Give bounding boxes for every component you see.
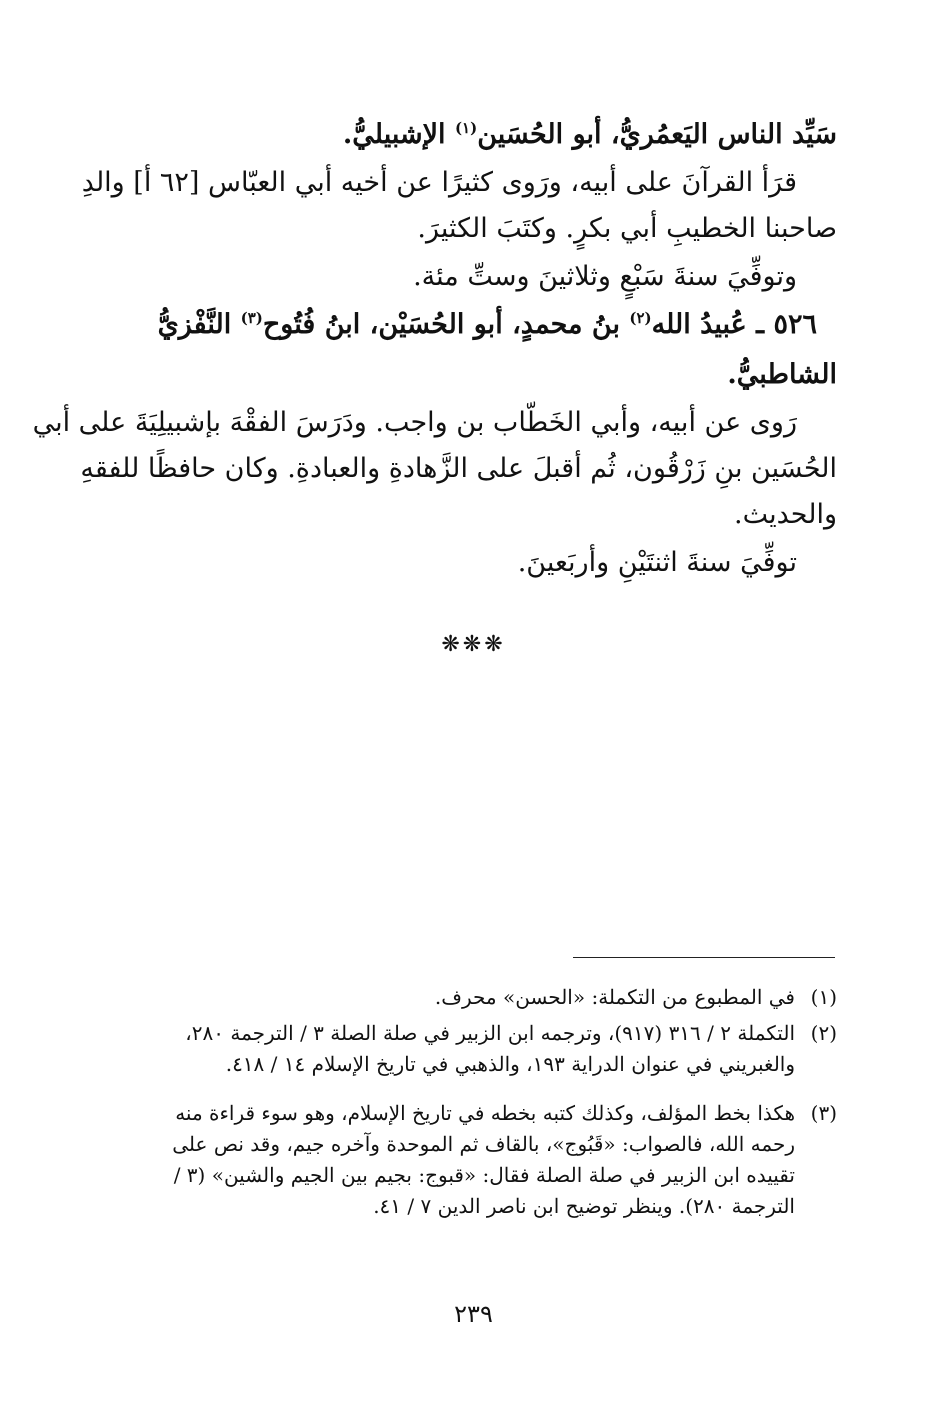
footnote-3-line-1: هكذا بخط المؤلف، وكذلك كتبه بخطه في تاريخ الإسلام، وهو سوء قراءة منه [175, 1101, 795, 1125]
footnote-ref-2: (٢) [629, 309, 652, 327]
entry2-text-line2: الحُسَين بنِ زَرْقُون، ثُم أقبلَ على الزَّهادةِ والعبادةِ. وكان حافظًا للفقهِ [80, 453, 837, 484]
footnote-divider [573, 957, 835, 958]
footnote-2-line-2: والغبريني في عنوان الدراية ١٩٣، والذهبي في تاريخ الإسلام ١٤ / ٤١٨. [225, 1052, 795, 1076]
entry1-text-line3: وتوفِّيَ سنةَ سَبْعٍ وثلاثينَ وستِّ مئة. [413, 261, 797, 292]
footnote-3-number: (٣) [810, 1101, 837, 1125]
footnote-ref-3: (٣) [240, 309, 263, 327]
entry2-name-rest: بنُ محمدٍ، أبو الحُسَيْن، ابنُ فُتُوح [262, 309, 630, 340]
footnote-3 [100, 1098, 837, 1222]
footnote-ref-1: (١) [454, 119, 478, 137]
footnote-2-line-1: التكملة ٢ / ٣١٦ (٩١٧)، وترجمه ابن الزبير في صلة الصلة ٣ / الترجمة ٢٨٠، [185, 1021, 795, 1045]
entry2-heading [110, 302, 837, 348]
footnote-2 [100, 1018, 837, 1080]
footnote-3-line-3: تقييده ابن الزبير في صلة الصلة فقال: «قبوج: بجيم بين الجيم والشين» (٣ / [173, 1163, 795, 1187]
footnote-3-line-4: الترجمة ٢٨٠). وينظر توضيح ابن ناصر الدين ٧ / ٤١. [373, 1194, 795, 1218]
footnote-1-line-1: في المطبوع من التكملة: «الحسن» محرف. [434, 985, 795, 1009]
entry2-text-line3: والحديث. [734, 499, 837, 530]
entry2-number-name: ٥٢٦ ـ عُبيدُ الله [651, 309, 817, 340]
entry1-nisba: الإشبيليُّ. [342, 119, 455, 150]
footnote-2-number: (٢) [810, 1021, 837, 1045]
entry2-text-line1: رَوى عن أبيه، وأبي الخَطّاب بن واجب. ودَرَسَ الفقْهَ بإشبيلِيَةَ على أبي [32, 407, 797, 438]
entry1-heading [110, 112, 837, 158]
footnote-1 [100, 982, 837, 1013]
section-separator: ❋❋❋ [441, 632, 506, 657]
footnote-3-line-2: رحمه الله، فالصواب: «قَبُوج»، بالقاف ثم الموحدة وآخره جيم، وقد نص على [172, 1132, 795, 1156]
footnote-1-number: (١) [810, 985, 837, 1009]
entry1-text-line1: قرَأ القرآنَ على أبيه، ورَوى كثيرًا عن أخيه أبي العبّاس [٦٢ أ] والدِ [81, 167, 797, 198]
entry2-nisba: النَّفْزيُّ [157, 309, 241, 340]
entry2-text-line4: توفِّيَ سنةَ اثنتَيْنِ وأربَعينَ. [517, 547, 797, 578]
page-number: ٢٣٩ [454, 1300, 493, 1328]
entry1-name: سَيِّد الناس اليَعمُريُّ، أبو الحُسَين [477, 119, 837, 150]
entry1-text-line2: صاحبنا الخطيبِ أبي بكرٍ. وكتَبَ الكثيرَ. [417, 213, 837, 244]
entry2-heading-line2: الشاطبيُّ. [727, 359, 837, 390]
